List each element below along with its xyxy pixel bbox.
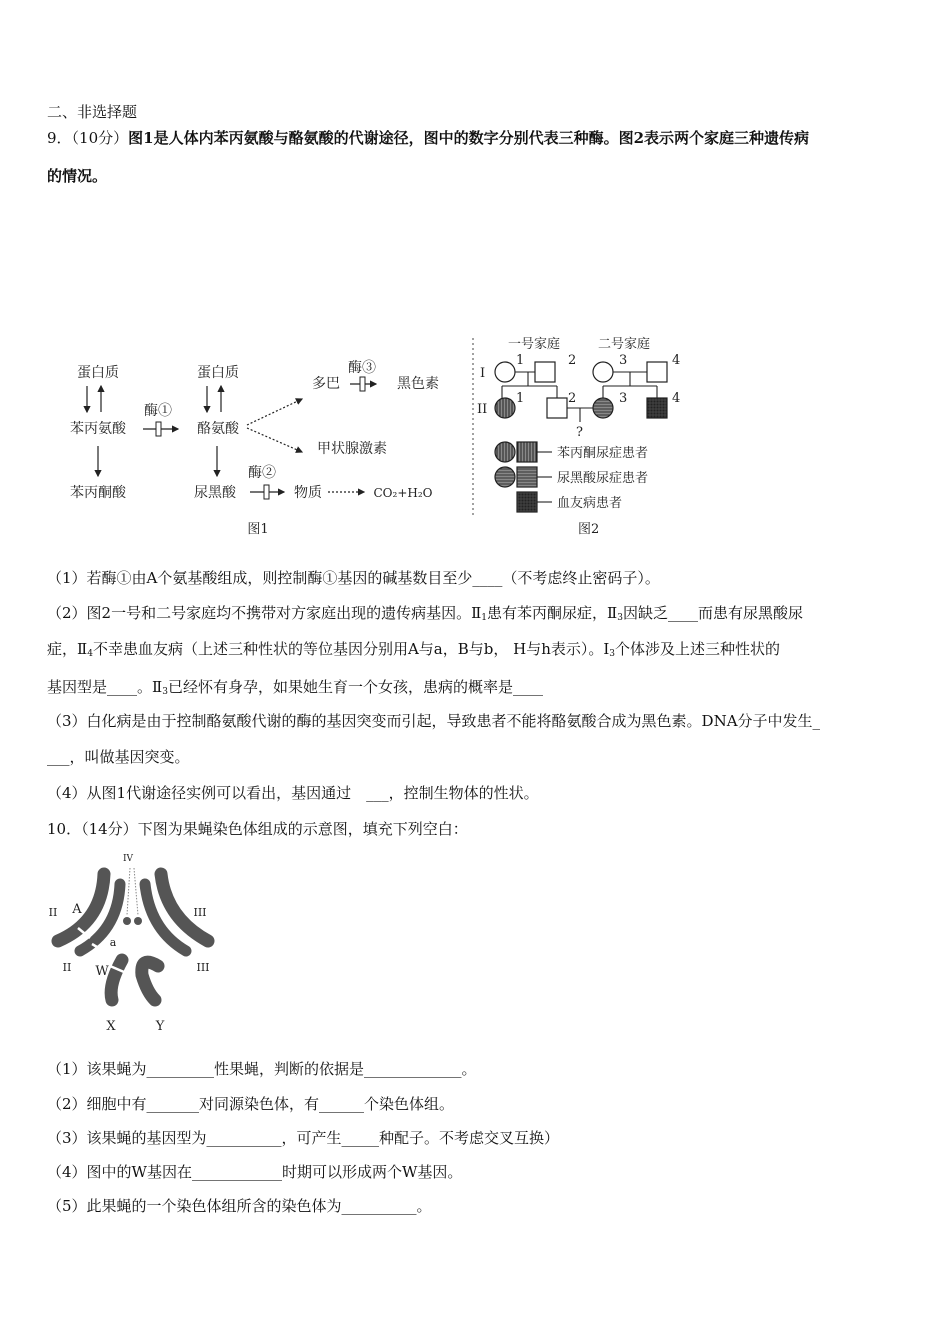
fig1-end-product: CO₂+H₂O — [373, 486, 433, 500]
fig1-substance: 物质 — [294, 485, 322, 501]
generation-II-label: II — [477, 402, 488, 417]
q10-stem-text: 下图为果蝇染色体组成的示意图，填充下列空白： — [137, 820, 468, 838]
fig1-homogentisic: 尿黑酸 — [194, 485, 236, 501]
II1-number: 1 — [516, 391, 525, 406]
q10-score: （14分） — [81, 820, 138, 838]
text: 患有苯丙酮尿症，Ⅱ — [487, 604, 618, 622]
figure-fly-chromosomes — [0, 0, 240, 1040]
label-Y: Y — [155, 1019, 165, 1034]
I2-male — [535, 362, 555, 382]
label-IV: IV — [122, 854, 134, 864]
I1-female — [495, 362, 515, 382]
fig1-enzyme1: 酶① — [144, 403, 172, 419]
I4-male — [647, 362, 667, 382]
q9-part1: （1）若酶①由A个氨基酸组成，则控制酶①基因的碱基数目至少____（不考虑终止密码子）。 — [47, 569, 660, 587]
legend-alkaptonuria: 尿黑酸尿症患者 — [557, 471, 649, 486]
text: 已经怀有身孕，如果她生育一个女孩，患病的概率是____ — [167, 678, 543, 696]
II4-number: 4 — [672, 391, 681, 406]
legend-square-pku — [517, 442, 537, 462]
fig1-protein-right: 蛋白质 — [197, 365, 239, 381]
label-gene-A: A — [72, 902, 82, 917]
I2-number: 2 — [568, 353, 577, 368]
label-II-top: II — [48, 906, 58, 919]
legend-circle-alkaptonuria — [495, 467, 515, 487]
unknown-offspring: ? — [576, 425, 583, 440]
pedigree-family1-label: 一号家庭 — [508, 337, 561, 352]
fig1-protein-left: 蛋白质 — [77, 365, 119, 381]
q9-part4: （4）从图1代谢途径实例可以看出，基因通过 ___，控制生物体的性状。 — [47, 784, 539, 802]
legend-square-hemophilia — [517, 492, 537, 512]
q10-part3: （3）该果蝇的基因型为__________，可产生_____种配子。不考虑交叉互换） — [47, 1129, 560, 1147]
label-III-bottom: III — [196, 961, 210, 974]
text: （2）图2一号和二号家庭均不携带对方家庭出现的遗传病基因。Ⅱ — [47, 604, 482, 622]
label-III-top: III — [193, 906, 207, 919]
label-X: X — [106, 1019, 116, 1034]
label-gene-W: W — [95, 964, 109, 979]
fig2-caption: 图2 — [578, 522, 600, 537]
legend-hemophilia: 血友病患者 — [557, 496, 623, 511]
q10-number: 10． — [47, 820, 82, 838]
legend-pku: 苯丙酮尿症患者 — [557, 446, 649, 461]
subscript: 4 — [87, 649, 93, 659]
pedigree-family2-label: 二号家庭 — [598, 337, 651, 352]
q9-part3-line1: （3）白化病是由于控制酪氨酸代谢的酶的基因突变而引起，导致患者不能将酪氨酸合成为黑色素。DNA分子中发生_ — [47, 712, 821, 730]
q10-part4: （4）图中的W基因在____________时期可以形成两个W基因。 — [47, 1163, 463, 1181]
q9-number: 9． — [47, 129, 72, 147]
text: 个体涉及上述三种性状的 — [615, 640, 781, 658]
I3-female — [593, 362, 613, 382]
q9-part3-line2: ___，叫做基因突变。 — [47, 748, 190, 766]
I4-number: 4 — [672, 353, 681, 368]
q9-score: （10分） — [71, 129, 129, 147]
label-gene-a: a — [109, 936, 117, 949]
II1-female-pku — [495, 398, 515, 418]
fig1-enzyme2: 酶② — [248, 465, 276, 481]
text: 基因型是____。Ⅱ — [47, 678, 163, 696]
text: 因缺乏____而患有尿黑酸尿 — [622, 604, 803, 622]
fig1-dopa: 多巴 — [312, 376, 340, 392]
subscript: 1 — [481, 613, 488, 623]
legend-circle-pku — [495, 442, 515, 462]
I3-number: 3 — [619, 353, 628, 368]
fig1-enzyme3: 酶③ — [348, 360, 376, 376]
q9-stem: 图1是人体内苯丙氨酸与酪氨酸的代谢途径，图中的数字分别代表三种酶。图2表示两个家庭三种遗传病 — [128, 129, 810, 147]
legend-square-alkaptonuria — [517, 467, 537, 487]
chromosomes — [58, 874, 208, 1000]
fig1-phenylpyruvate: 苯丙酮酸 — [70, 485, 126, 501]
q9-stem-line2: 的情况。 — [47, 167, 108, 185]
label-II-bottom: II — [62, 961, 72, 974]
II3-number: 3 — [619, 391, 628, 406]
q10-part2: （2）细胞中有_______对同源染色体，有______个染色体组。 — [47, 1095, 455, 1113]
subscript: 3 — [609, 649, 616, 659]
q10-part1: （1）该果蝇为_________性果蝇，判断的依据是_____________。 — [47, 1060, 477, 1078]
fig1-tyr: 酪氨酸 — [197, 421, 239, 437]
II3-female-alkaptonuria — [593, 398, 613, 418]
II2-male — [547, 398, 567, 418]
text: 症，Ⅱ — [47, 640, 88, 658]
fig1-phe: 苯丙氨酸 — [70, 421, 126, 437]
fig1-caption: 图1 — [247, 522, 269, 537]
fig1-thyroxine: 甲状腺激素 — [317, 441, 387, 457]
II4-male-hemophilia — [647, 398, 667, 418]
I1-number: 1 — [516, 353, 525, 368]
generation-I-label: I — [480, 366, 486, 381]
subscript: 3 — [162, 687, 168, 697]
chromosome-IV — [123, 868, 142, 925]
section-title: 二、非选择题 — [47, 103, 138, 121]
II2-number: 2 — [568, 391, 577, 406]
subscript: 3 — [617, 613, 623, 623]
text: 不幸患血友病（上述三种性状的等位基因分别用A与a，B与b， H与h表示）。I — [92, 640, 610, 658]
q10-part5: （5）此果蝇的一个染色体组所含的染色体为__________。 — [47, 1197, 432, 1215]
fig1-melanin: 黑色素 — [397, 376, 439, 392]
figure2-pedigree — [460, 330, 700, 540]
